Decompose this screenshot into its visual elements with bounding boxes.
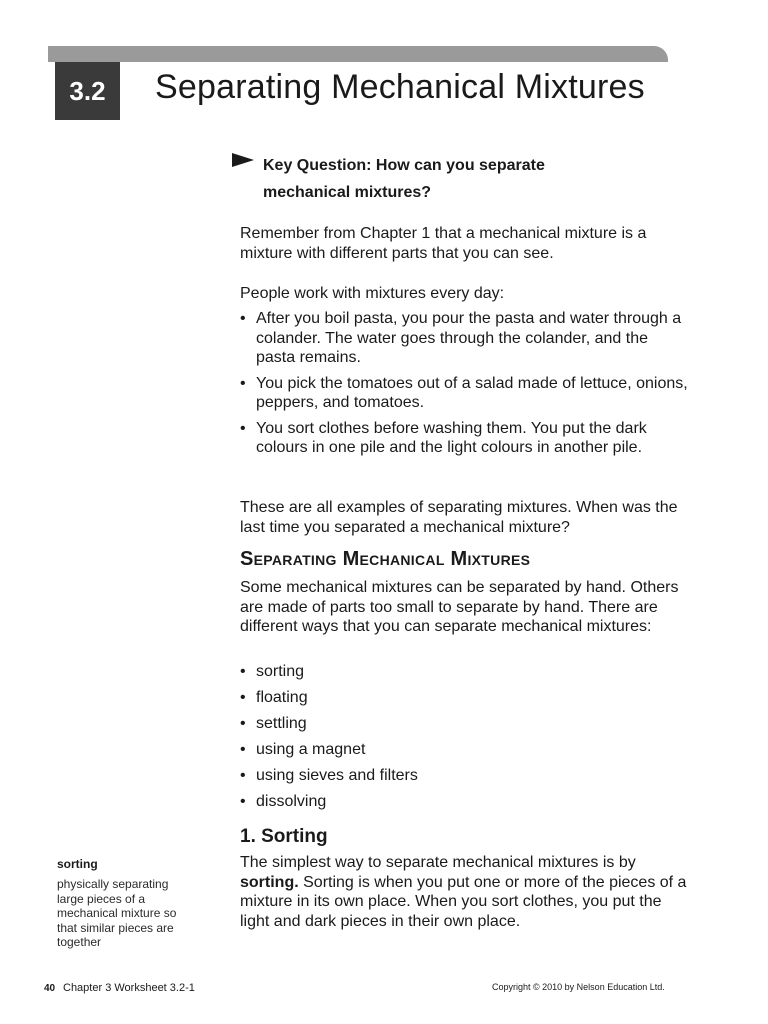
copyright: Copyright © 2010 by Nelson Education Ltd.: [492, 982, 665, 992]
subheading-sorting: 1. Sorting: [240, 826, 328, 847]
glossary-term: sorting: [57, 857, 98, 871]
worksheet-label: Chapter 3 Worksheet 3.2-1: [63, 982, 195, 994]
sorting-paragraph: [240, 853, 688, 931]
list-item: • sorting: [240, 662, 688, 688]
list-item: • floating: [240, 688, 688, 714]
arrow-icon: [232, 153, 254, 167]
glossary-definition: physically separating large pieces of a mechanical mixture so that similar pieces are together: [57, 877, 177, 949]
key-question: [263, 152, 683, 206]
methods-list: [240, 662, 688, 818]
list-item: • using a magnet: [240, 740, 688, 766]
section-number-badge: 3.2: [55, 62, 120, 120]
list-item: • dissolving: [240, 792, 688, 818]
section-intro: Some mechanical mixtures can be separated by hand. Others are made of parts too small to separate by hand. There are different ways that you can separate mechanical mixtures:: [240, 579, 679, 635]
list-item: • You sort clothes before washing them. You put the dark colours in one pile and the light colours in another pile.: [240, 419, 688, 458]
list-item: • You pick the tomatoes out of a salad made of lettuce, onions, peppers, and tomatoes.: [240, 374, 688, 413]
page-number: 40: [44, 983, 56, 994]
key-question-line-1: Key Question: How can you separate: [263, 157, 545, 174]
intro-paragraph: Remember from Chapter 1 that a mechanical mixture is a mixture with different parts that you can see.: [240, 225, 647, 262]
everyday-lead: People work with mixtures every day:: [240, 285, 505, 302]
sorting-term: sorting.: [240, 873, 299, 891]
list-item: • using sieves and filters: [240, 766, 688, 792]
everyday-examples-list: [240, 309, 688, 464]
header-bar: [48, 46, 668, 62]
closing-paragraph: These are all examples of separating mixtures. When was the last time you separated a mechanical mixture?: [240, 499, 678, 536]
page-title: Separating Mechanical Mixtures: [155, 68, 645, 106]
list-item: • settling: [240, 714, 688, 740]
key-question-line-2: mechanical mixtures?: [263, 184, 432, 201]
header-gap: [120, 62, 136, 120]
section-heading: Separating Mechanical Mixtures: [240, 548, 531, 570]
sorting-text-before: The simplest way to separate mechanical mixtures is by: [240, 854, 636, 871]
sorting-text-after: Sorting is when you put one or more of the pieces of a mixture in its own place. When you sort clothes, you put the light and dark pieces in their own place.: [240, 873, 687, 930]
list-item: • After you boil pasta, you pour the pasta and water through a colander. The water goes through the colander, and the pasta remains.: [240, 309, 688, 368]
